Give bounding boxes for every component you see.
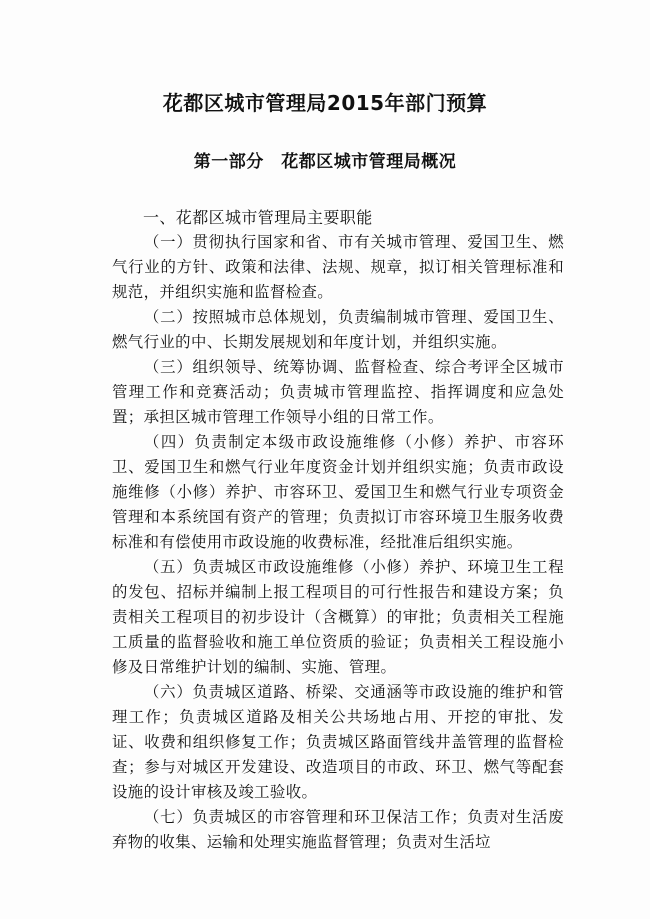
document-body	[112, 205, 564, 855]
paragraph-6: （六）负责城区道路、桥梁、交通涵等市政设施的维护和管理工作；负责城区道路及相关公共场地占用、开挖的审批、发证、收费和组织修复工作；负责城区路面管线井盖管理的监督检查；参与对城区开发建设、改造项目的市政、环卫、燃气等配套设施的设计审核及竣工验收。	[112, 683, 564, 801]
section-heading: 一、花都区城市管理局主要职能	[143, 208, 373, 227]
document-title: 花都区城市管理局2015年部门预算	[162, 91, 488, 115]
paragraph-7: （七）负责城区的市容管理和环卫保洁工作；负责对生活废弃物的收集、运输和处理实施监督管理；负责对生活垃	[112, 808, 564, 851]
paragraph-3: （三）组织领导、统筹协调、监督检查、综合考评全区城市管理工作和竞赛活动；负责城市管理监控、指挥调度和应急处置；承担区城市管理工作领导小组的日常工作。	[112, 358, 564, 426]
paragraph-4: （四）负责制定本级市政设施维修（小修）养护、市容环卫、爱国卫生和燃气行业年度资金计划并组织实施；负责市政设施维修（小修）养护、市容环卫、爱国卫生和燃气行业专项资金管理和本系统国有资产的管理；负责拟订市容环境卫生服务收费标准和有偿使用市政设施的收费标准，经批准后组织实施。	[112, 433, 564, 551]
paragraph-5: （五）负责城区市政设施维修（小修）养护、环境卫生工程的发包、招标并编制上报工程项目的可行性报告和建设方案；负责相关工程项目的初步设计（含概算）的审批；负责相关工程施工质量的监督验收和施工单位资质的验证；负责相关工程设施小修及日常维护计划的编制、实施、管理。	[112, 558, 564, 676]
paragraph-2: （二）按照城市总体规划，负责编制城市管理、爱国卫生、燃气行业的中、长期发展规划和年度计划，并组织实施。	[112, 308, 564, 351]
part-title: 第一部分 花都区城市管理局概况	[193, 152, 457, 172]
paragraph-1: （一）贯彻执行国家和省、市有关城市管理、爱国卫生、燃气行业的方针、政策和法律、法规、规章，拟订相关管理标准和规范，并组织实施和监督检查。	[112, 233, 564, 301]
